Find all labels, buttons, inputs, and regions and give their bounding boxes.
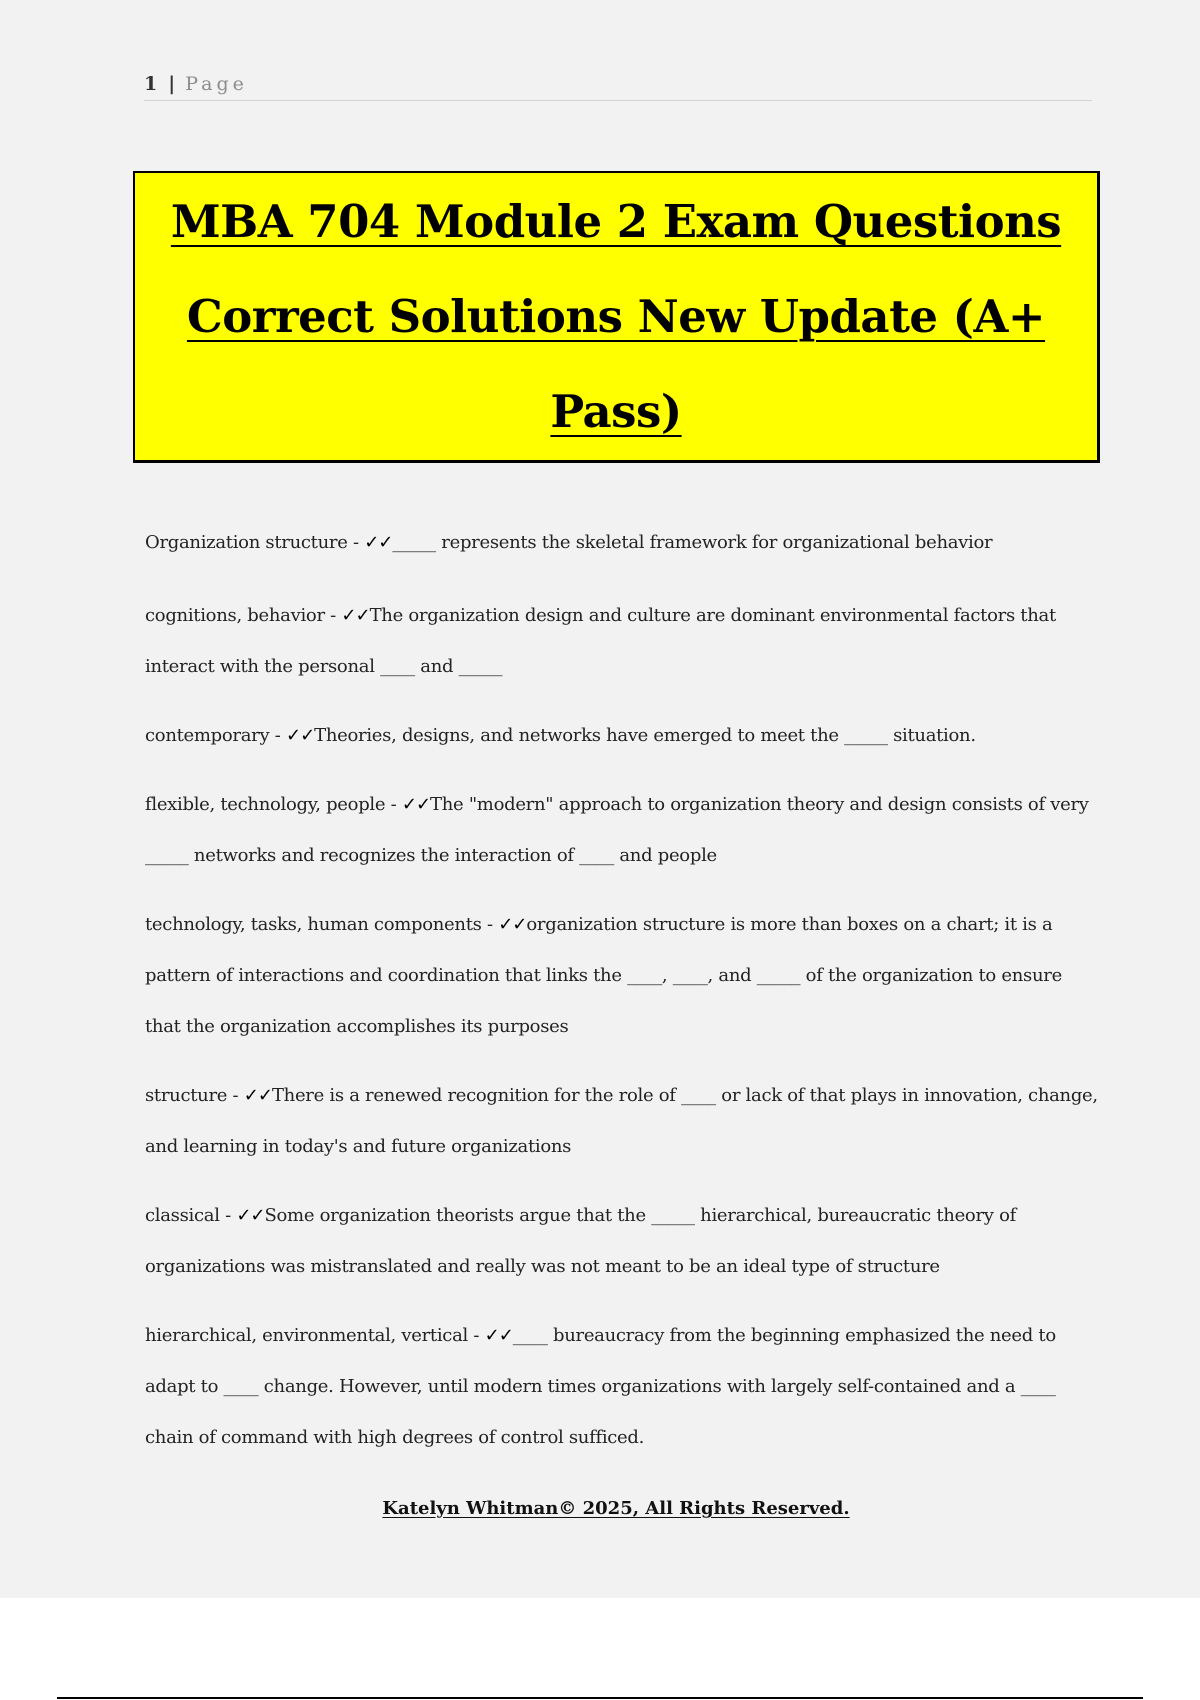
qa-answer: hierarchical, environmental, vertical bbox=[145, 1325, 468, 1346]
qa-question: Theories, designs, and networks have emerged to meet the _____ situation. bbox=[314, 725, 976, 746]
qa-question: The "modern" approach to organization theory and design consists of very _____ networks and recognizes the interaction of ____ and people bbox=[145, 794, 1089, 866]
qa-list bbox=[145, 521, 1100, 1481]
qa-item: Organization structure - ✓✓_____ represents the skeletal framework for organizational behavior bbox=[145, 532, 993, 553]
qa-answer: structure bbox=[145, 1085, 228, 1106]
double-check-icon: ✓✓ bbox=[285, 725, 315, 746]
double-check-icon: ✓✓ bbox=[401, 794, 431, 815]
qa-question: ____ bureaucracy from the beginning emphasized the need to adapt to ____ change. However, until modern times organizations with largely self-contained and a ____ chain of command with high degrees of control sufficed. bbox=[145, 1325, 1056, 1448]
title-banner bbox=[133, 171, 1100, 463]
qa-item: contemporary - ✓✓Theories, designs, and networks have emerged to meet the _____ situation. bbox=[145, 725, 976, 746]
double-check-icon: ✓✓ bbox=[364, 532, 393, 553]
page-label: Page bbox=[185, 73, 248, 95]
bottom-divider bbox=[57, 1697, 1143, 1699]
qa-question: organization structure is more than boxes on a chart; it is a pattern of interactions and coordination that links the ____, ____, and _____ of the organization to ensure that the organization accomplishes its purposes bbox=[145, 914, 1062, 1037]
qa-question: There is a renewed recognition for the role of ____ or lack of that plays in innovation, change, and learning in today's and future organizations bbox=[145, 1085, 1098, 1157]
qa-answer: technology, tasks, human components bbox=[145, 914, 482, 935]
qa-question: Some organization theorists argue that the _____ hierarchical, bureaucratic theory of organizations was mistranslated and really was not meant to be an ideal type of structure bbox=[145, 1205, 1016, 1277]
double-check-icon: ✓✓ bbox=[243, 1085, 272, 1106]
copyright-footer: Katelyn Whitman© 2025, All Rights Reserved. bbox=[382, 1498, 850, 1519]
qa-answer: Organization structure bbox=[145, 532, 348, 553]
document-title: MBA 704 Module 2 Exam Questions Correct Solutions New Update (A+ Pass) bbox=[170, 195, 1062, 438]
double-check-icon: ✓✓ bbox=[341, 605, 370, 626]
qa-item: flexible, technology, people - ✓✓The "modern" approach to organization theory and design consists of very _____ networks and recognizes the interaction of ____ and people bbox=[145, 794, 1089, 866]
qa-item: technology, tasks, human components - ✓✓organization structure is more than boxes on a chart; it is a pattern of interactions and coordination that links the ____, ____, and _____ of the organization to ensure that the organization accomplishes its purposes bbox=[145, 914, 1062, 1037]
page-separator: | bbox=[168, 73, 176, 95]
double-check-icon: ✓✓ bbox=[236, 1205, 265, 1226]
qa-question: _____ represents the skeletal framework for organizational behavior bbox=[392, 532, 993, 553]
double-check-icon: ✓✓ bbox=[498, 914, 527, 935]
page-number: 1 bbox=[144, 73, 158, 95]
qa-item: classical - ✓✓Some organization theorists argue that the _____ hierarchical, bureaucratic theory of organizations was mistranslated and really was not meant to be an ideal type of structure bbox=[145, 1205, 1016, 1277]
qa-answer: contemporary bbox=[145, 725, 270, 746]
qa-answer: classical bbox=[145, 1205, 220, 1226]
qa-item: structure - ✓✓There is a renewed recognition for the role of ____ or lack of that plays in innovation, change, and learning in today's and future organizations bbox=[145, 1085, 1098, 1157]
qa-answer: flexible, technology, people bbox=[145, 794, 386, 815]
qa-question: The organization design and culture are dominant environmental factors that interact with the personal ____ and _____ bbox=[145, 605, 1056, 677]
qa-answer: cognitions, behavior bbox=[145, 605, 325, 626]
double-check-icon: ✓✓ bbox=[484, 1325, 513, 1346]
qa-item: hierarchical, environmental, vertical - ✓✓____ bureaucracy from the beginning emphasized the need to adapt to ____ change. However, until modern times organizations with largely self-contained and a ____ chain of command with high degrees of control sufficed. bbox=[145, 1325, 1056, 1448]
qa-item: cognitions, behavior - ✓✓The organization design and culture are dominant environmental factors that interact with the personal ____ and _____ bbox=[145, 605, 1056, 677]
page-header bbox=[144, 72, 1092, 101]
